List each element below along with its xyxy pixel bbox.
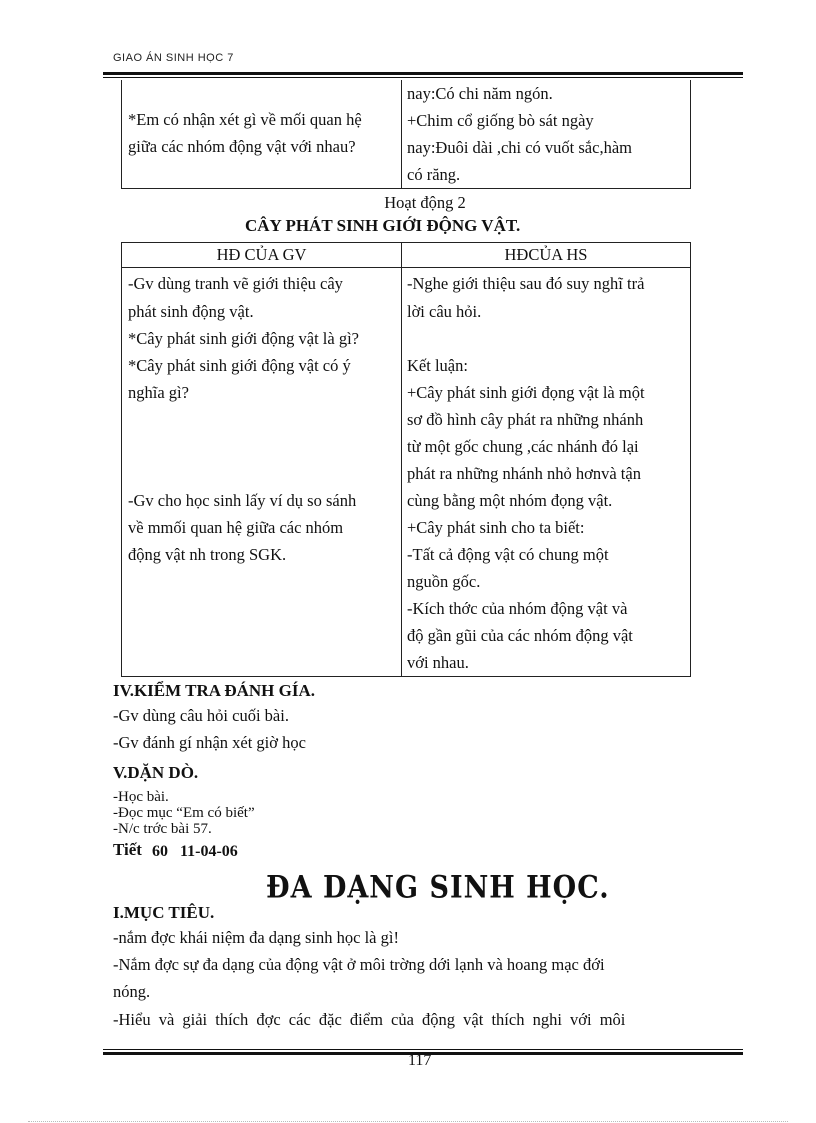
hs-line: phát ra những nhánh nhỏ hơnvà tận: [407, 464, 641, 483]
hs-line: lời câu hỏi.: [407, 302, 482, 321]
section-i-line: -Hiểu và giải thích đợc các đặc điểm của động vật thích nghi với môi: [113, 1010, 626, 1029]
header-rule-thick: [103, 72, 743, 75]
col-header-hs: HĐCỦA HS: [504, 245, 588, 264]
top-table: [121, 80, 691, 189]
activity-table: [121, 242, 691, 677]
top-left-line: giữa các nhóm động vật với nhau?: [128, 137, 356, 156]
gv-line: phát sinh động vật.: [128, 302, 254, 321]
gv-line: -Gv cho học sinh lấy ví dụ so sánh: [128, 491, 357, 510]
lesson-number-date: 60 11-04-06: [152, 843, 238, 860]
hs-line: +Cây phát sinh cho ta biết:: [407, 518, 585, 537]
gv-line: nghĩa gì?: [128, 383, 189, 402]
page-number: 117: [408, 1052, 432, 1069]
hs-line: với nhau.: [407, 653, 469, 672]
hs-line: Kết luận:: [407, 356, 468, 375]
section-i-line: nóng.: [113, 982, 151, 1001]
lesson-label: Tiết: [113, 840, 142, 859]
col-header-gv: HĐ CỦA GV: [216, 245, 307, 264]
gv-line: *Cây phát sinh giới động vật là gì?: [128, 329, 359, 348]
hs-line: +Cây phát sinh giới đọng vật là một: [407, 383, 645, 402]
hs-line: -Nghe giới thiệu sau đó suy nghĩ trả: [407, 274, 645, 293]
top-right-line: nay:Có chi năm ngón.: [407, 84, 553, 103]
activity-title: CÂY PHÁT SINH GIỚI ĐỘNG VẬT.: [245, 216, 521, 235]
gv-line: -Gv dùng tranh vẽ giới thiệu cây: [128, 274, 343, 293]
footer-rule-thin: [103, 1049, 743, 1050]
hs-line: -Tất cả động vật có chung một: [407, 545, 609, 564]
top-left-line: *Em có nhận xét gì về mối quan hệ: [128, 110, 362, 129]
section-v-heading: V.DẶN DÒ.: [113, 763, 199, 782]
hs-line: độ gần gũi của các nhóm động vật: [407, 626, 633, 645]
gv-line: về mmối quan hệ giữa các nhóm: [128, 518, 344, 537]
section-v-line: -N/c trớc bài 57.: [113, 821, 212, 837]
running-header: GIAO ÁN SINH HỌC 7: [113, 52, 234, 64]
section-iv-line: -Gv đánh gí nhận xét giờ học: [113, 733, 306, 752]
top-right-line: nay:Đuôi dài ,chi có vuốt sắc,hàm: [407, 138, 632, 157]
hs-line: từ một gốc chung ,các nhánh đó lại: [407, 437, 639, 456]
section-iv-line: -Gv dùng câu hỏi cuối bài.: [113, 706, 289, 725]
section-i-line: -nắm đợc khái niệm đa dạng sinh học là gì!: [113, 928, 399, 947]
section-iv-heading: IV.KIỂM TRA ĐÁNH GÍA.: [113, 681, 315, 700]
section-v-line: -Đọc mục “Em có biết”: [113, 805, 255, 821]
activity-label: Hoạt động 2: [384, 193, 466, 212]
header-rule-thin: [103, 77, 743, 78]
top-right-line: +Chim cổ giống bò sát ngày: [407, 111, 594, 130]
gv-line: *Cây phát sinh giới động vật có ý: [128, 356, 351, 375]
hs-line: -Kích thớc của nhóm động vật và: [407, 599, 628, 618]
section-v-line: -Học bài.: [113, 789, 169, 805]
lesson-title: ĐA DẠNG SINH HỌC.: [266, 870, 610, 906]
gv-line: động vật nh trong SGK.: [128, 545, 287, 564]
hs-line: nguồn gốc.: [407, 572, 481, 591]
section-i-heading: I.MỤC TIÊU.: [113, 903, 215, 922]
hs-line: cùng bằng một nhóm đọng vật.: [407, 491, 613, 510]
hs-line: sơ đồ hình cây phát ra những nhánh: [407, 410, 644, 429]
top-right-line: có răng.: [407, 165, 461, 184]
section-i-line: -Nắm đợc sự đa dạng của động vật ở môi trờng dới lạnh và hoang mạc đới: [113, 955, 605, 974]
